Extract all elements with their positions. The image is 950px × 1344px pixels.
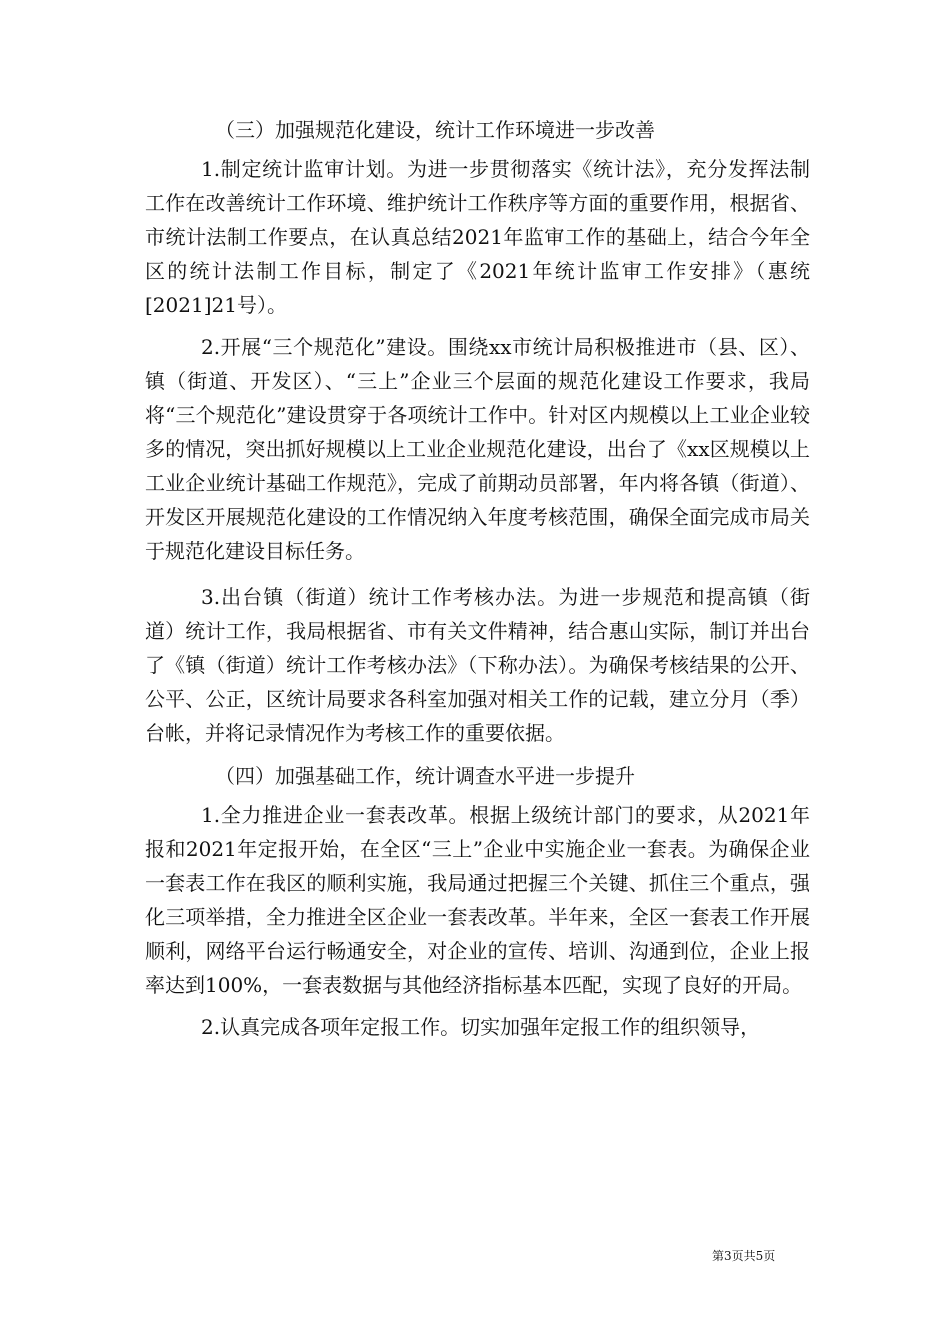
document-body [145,110,810,1044]
paragraph-3-3: 3.出台镇（街道）统计工作考核办法。为进一步规范和提高镇（街道）统计工作，我局根据省、市有关文件精神，结合惠山实际，制订并出台了《镇（街道）统计工作考核办法》（下称办法）。为确保考核结果的公开、公平、公正，区统计局要求各科室加强对相关工作的记载，建立分月（季）台帐，并将记录情况作为考核工作的重要依据。 [145,585,810,745]
page-indicator: 第3页共5页 [712,1249,776,1263]
paragraph-3-2: 2.开展“三个规范化”建设。围绕xx市统计局积极推进市（县、区）、镇（街道、开发区）、“三上”企业三个层面的规范化建设工作要求，我局将“三个规范化”建设贯穿于各项统计工作中。针对区内规模以上工业企业较多的情况，突出抓好规模以上工业企业规范化建设，出台了《xx区规模以上工业企业统计基础工作规范》，完成了前期动员部署，年内将各镇（街道）、开发区开展规范化建设的工作情况纳入年度考核范围，确保全面完成市局关于规范化建设目标任务。 [145,335,810,563]
paragraph-4-2: 2.认真完成各项年定报工作。切实加强年定报工作的组织领导， [201,1015,761,1039]
paragraph-4-1: 1.全力推进企业一套表改革。根据上级统计部门的要求，从2021年报和2021年定报开始，在全区“三上”企业中实施企业一套表。为确保企业一套表工作在我区的顺利实施，我局通过把握三个关键、抓住三个重点，强化三项举措，全力推进全区企业一套表改革。半年来，全区一套表工作开展顺利，网络平台运行畅通安全，对企业的宣传、培训、沟通到位，企业上报率达到100%，一套表数据与其他经济指标基本匹配，实现了良好的开局。 [145,803,810,997]
paragraph-3-1: 1.制定统计监审计划。为进一步贯彻落实《统计法》，充分发挥法制工作在改善统计工作环境、维护统计工作秩序等方面的重要作用，根据省、市统计法制工作要点，在认真总结2021年监审工作的基础上，结合今年全区的统计法制工作目标，制定了《2021年统计监审工作安排》（惠统[2021]21号）。 [145,157,810,317]
section-heading-3: （三）加强规范化建设，统计工作环境进一步改善 [215,118,655,142]
section-heading-4: （四）加强基础工作，统计调查水平进一步提升 [215,764,635,788]
